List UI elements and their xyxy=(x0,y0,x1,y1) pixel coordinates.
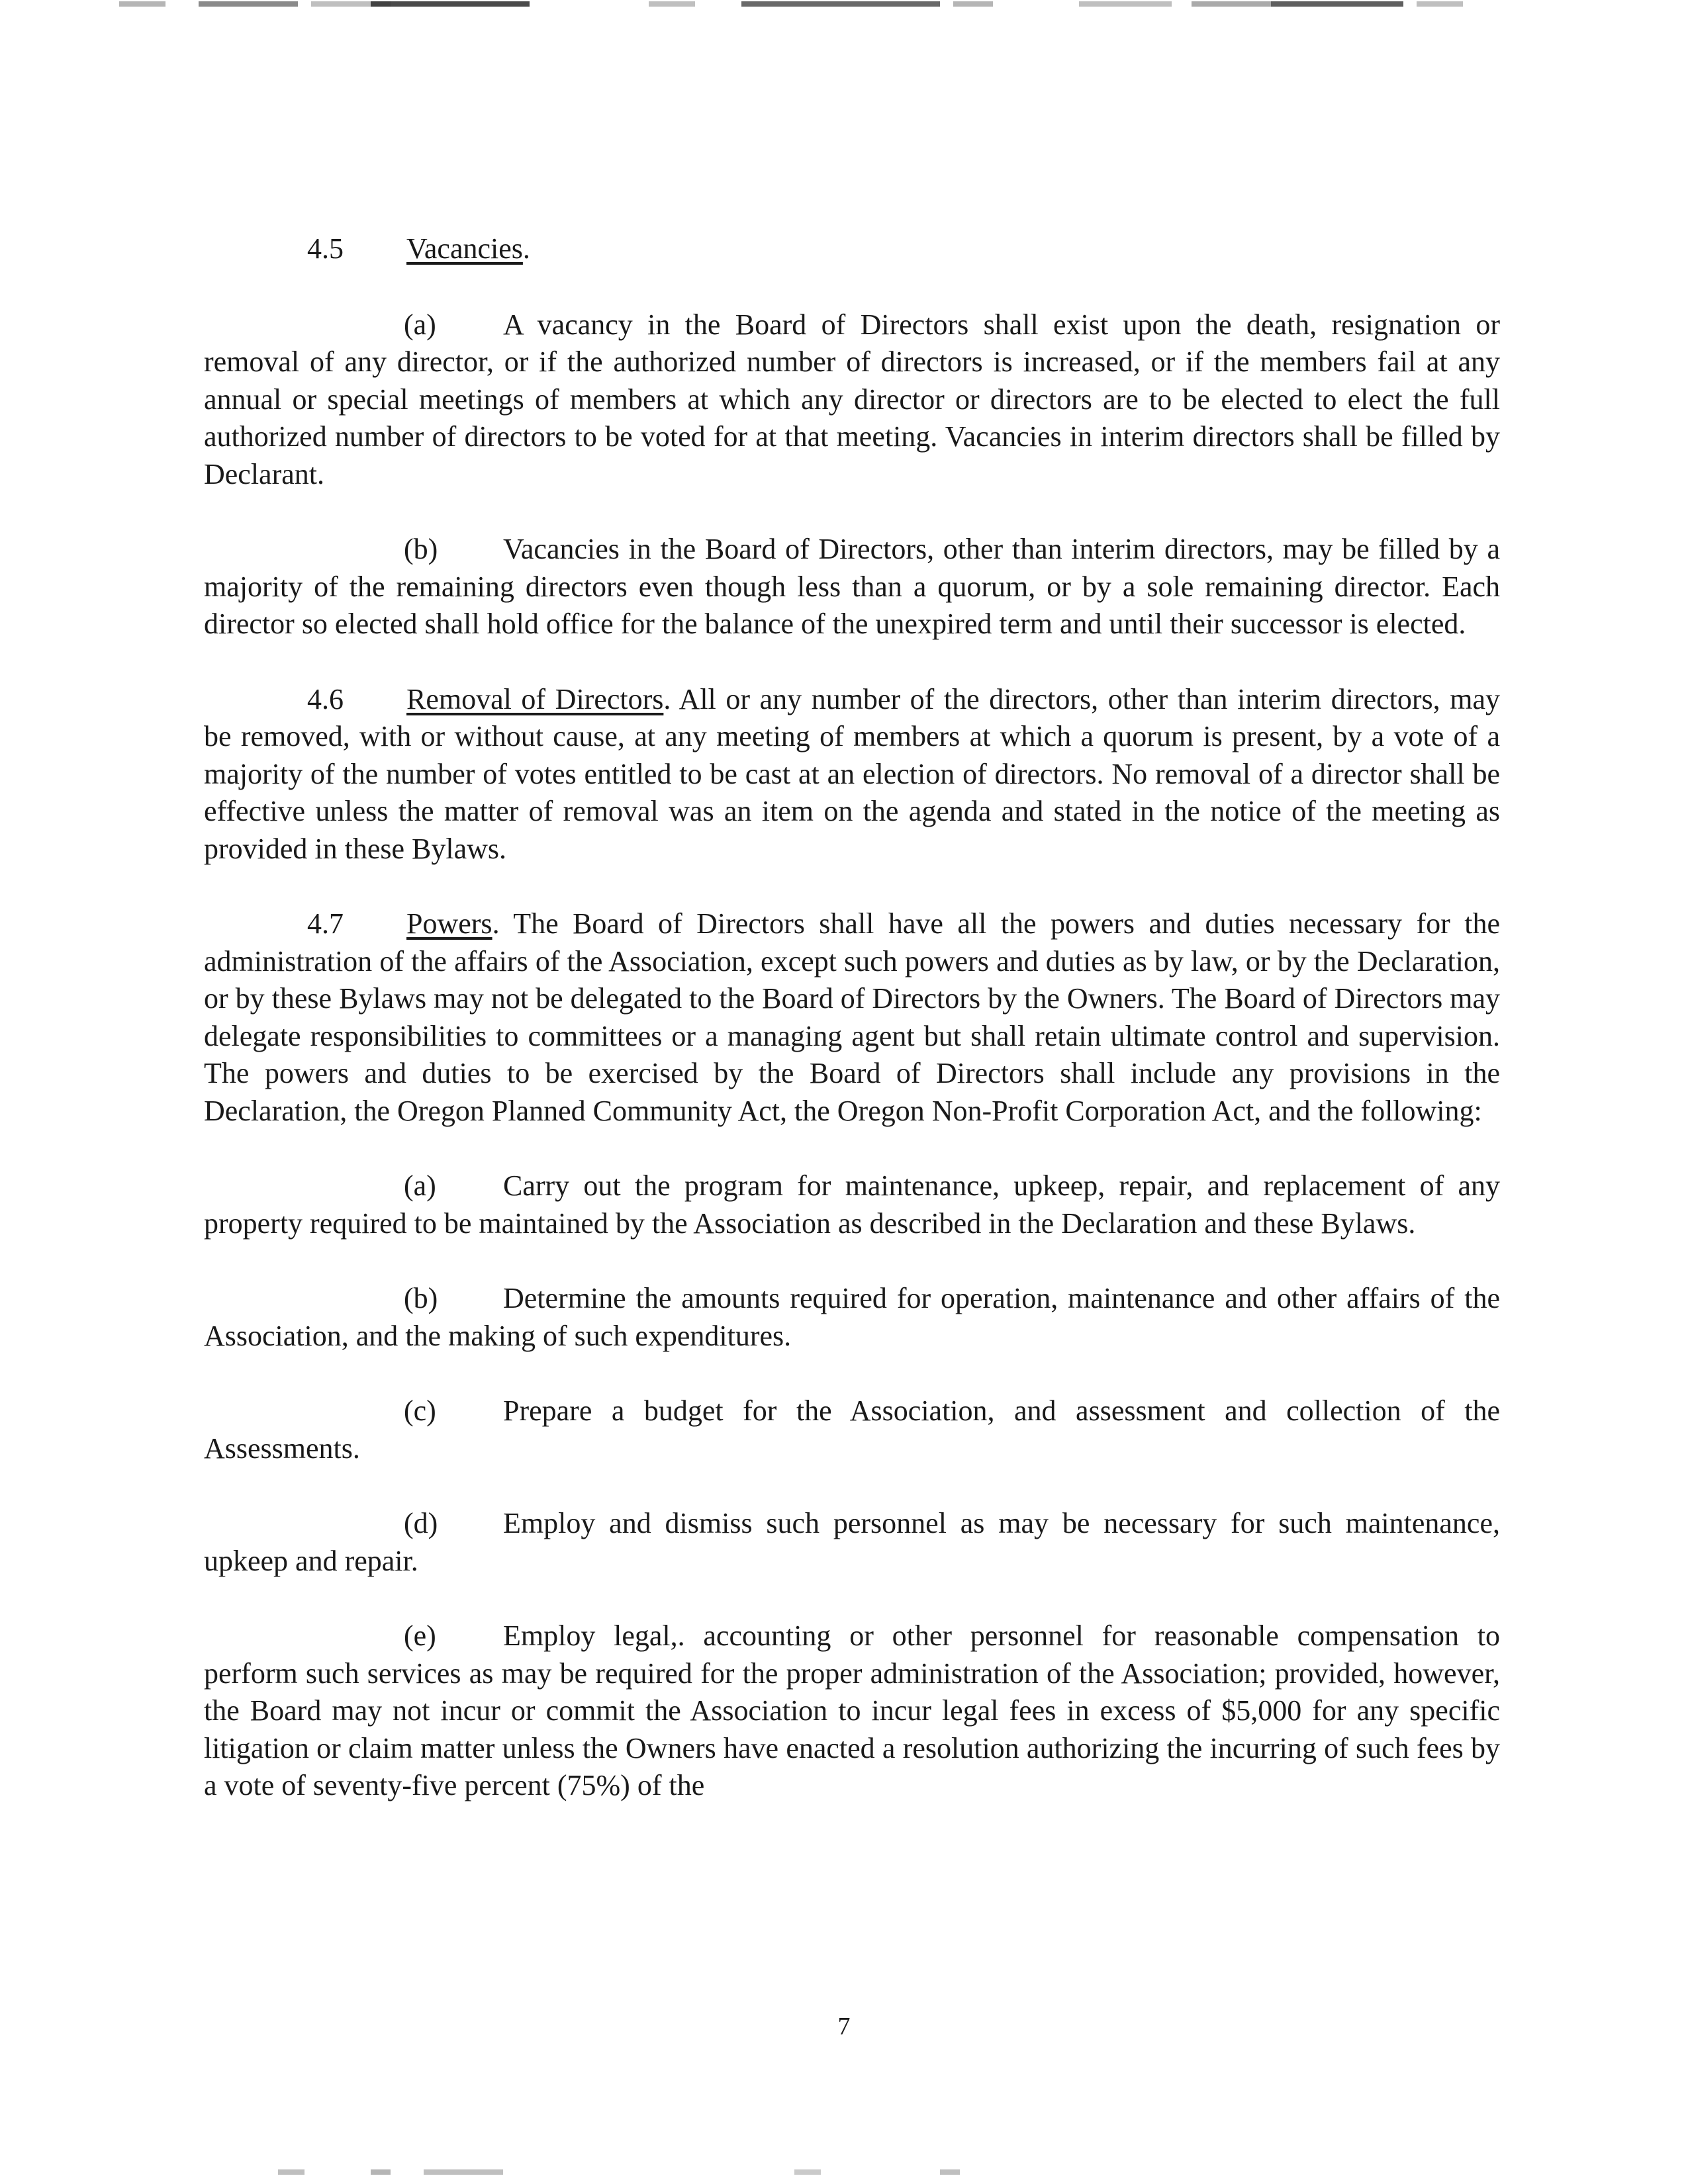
section-4-6 xyxy=(204,681,1500,868)
section-number: 4.6 xyxy=(307,682,344,715)
item-label: (c) xyxy=(404,1394,436,1427)
section-4-7-item-e xyxy=(204,1617,1500,1805)
item-label: (b) xyxy=(404,1282,438,1314)
item-label: (a) xyxy=(404,1169,436,1202)
section-text: . The Board of Directors shall have all the powers and duties necessary for the administration of the affairs of the Association, except such powers and duties as by law, or by the Declaration, or by these Bylaws may not be delegated to the Board of Directors by the Owners. The Board of Directors may delegate responsibilities to committees or a managing agent but shall retain ultimate control and supervision. The powers and duties to be exercised by the Board of Directors shall include any provisions in the Declaration, the Oregon Planned Community Act, the Oregon Non-Profit Corporation Act, and the following: xyxy=(204,907,1500,1127)
page-number: 7 xyxy=(837,2013,851,2040)
section-title: Removal of Directors xyxy=(406,682,664,715)
item-text: Employ legal,. accounting or other personnel for reasonable compensation to perform such services as may be required for the proper administration of the Association; provided, however, the Board may not incur or commit the Association to incur legal fees in excess of $5,000 for any specific litigation or claim matter unless the Owners have enacted a resolution authorizing the incurring of such fees by a vote of seventy-five percent (75%) of the xyxy=(204,1619,1500,1801)
item-text: Carry out the program for maintenance, upkeep, repair, and replacement of any property required to be maintained by the Association as described in the Declaration and these Bylaws. xyxy=(204,1169,1500,1240)
section-4-7-item-c xyxy=(204,1392,1500,1467)
section-4-7-item-d xyxy=(204,1505,1500,1580)
scan-artifact-top xyxy=(0,0,1688,9)
section-number: 4.5 xyxy=(307,232,344,265)
item-text: Prepare a budget for the Association, and assessment and collection of the Assessments. xyxy=(204,1394,1500,1465)
item-label: (a) xyxy=(404,308,436,341)
section-4-7-item-a xyxy=(204,1167,1500,1242)
item-label: (e) xyxy=(404,1619,436,1652)
page-body xyxy=(204,230,1500,1843)
section-number: 4.7 xyxy=(307,907,344,940)
section-text: . All or any number of the directors, other than interim directors, may be removed, with or without cause, at any meeting of members at which a quorum is present, by a vote of a majority of the number of votes entitled to be cast at an election of directors. No removal of a director shall be effective unless the matter of removal was an item on the agenda and stated in the notice of the meeting as provided in these Bylaws. xyxy=(204,682,1501,865)
section-4-5-item-b xyxy=(204,531,1500,643)
item-text: A vacancy in the Board of Directors shall exist upon the death, resignation or removal of any director, or if the authorized number of directors is increased, or if the members fail at any annual or special meetings of members at which any director or directors are to be elected to elect the full authorized number of directors to be voted for at that meeting. Vacancies in interim directors shall be filled by Declarant. xyxy=(204,308,1500,490)
item-text: Vacancies in the Board of Directors, other than interim directors, may be filled by a majority of the remaining directors even though less than a quorum, or by a sole remaining director. Each director so elected shall hold office for the balance of the unexpired term and until their successor is elected. xyxy=(204,533,1500,640)
item-text: Employ and dismiss such personnel as may be necessary for such maintenance, upkeep and repair. xyxy=(204,1507,1500,1577)
section-4-5-item-a xyxy=(204,306,1500,494)
section-title: Vacancies xyxy=(406,232,523,265)
item-label: (b) xyxy=(404,533,438,565)
section-4-7 xyxy=(204,905,1500,1130)
section-4-5-heading xyxy=(204,230,1500,268)
section-title: Powers xyxy=(406,907,492,940)
scan-artifact-bottom xyxy=(0,2168,1688,2177)
item-text: Determine the amounts required for operation, maintenance and other affairs of the Association, and the making of such expenditures. xyxy=(204,1282,1500,1352)
item-label: (d) xyxy=(404,1507,438,1539)
section-4-7-item-b xyxy=(204,1280,1500,1355)
section-title-punctuation: . xyxy=(522,232,530,265)
